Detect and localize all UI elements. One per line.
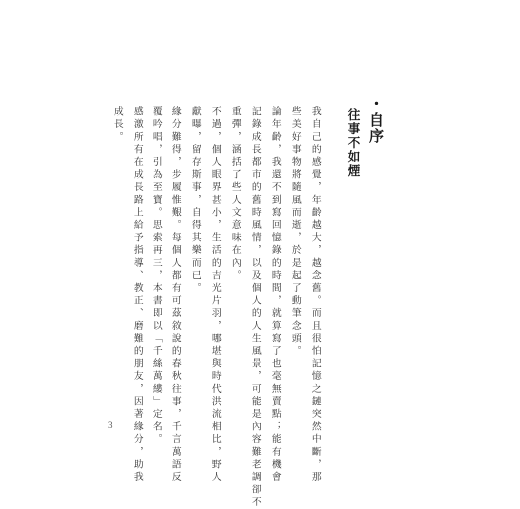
body-column: 些美好事物將隨風而逝，於是起了動筆念頭。 — [289, 106, 301, 358]
body-column: 成長。 — [111, 106, 123, 144]
body-column: 重彈，涵括了些人文意味在內。 — [229, 106, 241, 283]
body-column: 覆吟唱，引為至寶。思索再三，本書即以「千絲萬縷」定名。 — [150, 106, 162, 447]
page-number: 3 — [108, 420, 113, 430]
body-column: 論年齡，我還不到寫回憶錄的時間，就算寫了也毫無賣點；能有機會 — [269, 106, 281, 484]
body-column: 記錄成長都市的舊時風情，以及個人的人生風景，可能是內容難老調卻不 — [249, 106, 261, 509]
body-column: 獻曝，留存斯事，自得其樂而已。 — [189, 106, 201, 295]
body-column: 緣分難得，步履惟艱。每個人都有可茲敘說的春秋往事，千言萬語反 — [169, 106, 181, 484]
body-column: 我自己的感覺，年齡越大，越念舊。而且很怕記憶之鏈突然中斷，那 — [309, 106, 321, 484]
body-column: 不過，個人眼界甚小，生活的吉光片羽，哪堪與時代洪流相比，野人 — [209, 106, 221, 484]
essay-title: 往事不如煙 — [346, 108, 361, 178]
body-column: 感激所有在成長路上給予指導、教正、磨難的朋友，因著緣分，助我 — [131, 106, 143, 484]
section-heading: ・自序 — [367, 96, 385, 144]
